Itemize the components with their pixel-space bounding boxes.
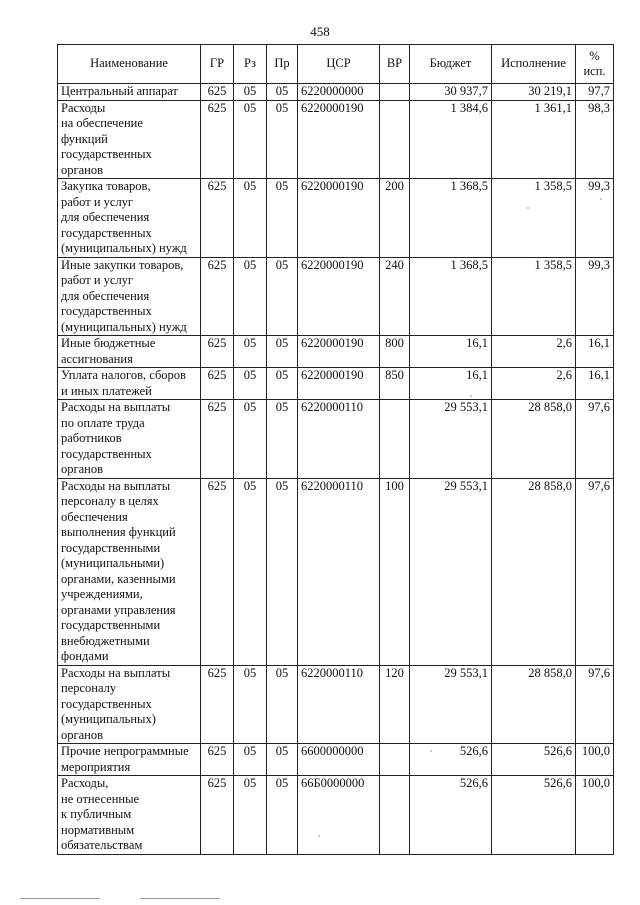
table-row (58, 776, 614, 855)
cell-pr: 05 (267, 478, 298, 665)
name-line: Прочие непрограммные (61, 744, 189, 758)
cell-vr: 800 (380, 336, 410, 368)
cell-pct: 97,6 (576, 665, 614, 744)
table-row (58, 744, 614, 776)
name-line: органами, казенными (61, 571, 176, 586)
cell-name (58, 336, 201, 368)
cell-pr: 05 (267, 368, 298, 400)
header-rz: Рз (234, 45, 267, 84)
table-row (58, 336, 614, 368)
cell-vr (380, 84, 410, 101)
header-csr: ЦСР (298, 45, 380, 84)
table-header-row (58, 45, 614, 84)
cell-gr: 625 (201, 100, 234, 179)
name-line: Иные закупки товаров, (61, 257, 184, 272)
cell-gr: 625 (201, 776, 234, 855)
header-pr: Пр (267, 45, 298, 84)
scan-speck (600, 198, 602, 200)
name-line: государственными (61, 540, 161, 555)
name-line: Расходы на выплаты (61, 665, 171, 680)
name-line: государственных (61, 304, 152, 318)
table-row (58, 84, 614, 101)
table-row (58, 368, 614, 400)
name-line: государственных (61, 696, 152, 711)
cell-rz: 05 (234, 478, 267, 665)
cell-pct: 16,1 (576, 336, 614, 368)
name-line: органов (61, 462, 104, 476)
cell-name (58, 400, 201, 479)
footer-rule (20, 898, 100, 899)
cell-pr: 05 (267, 744, 298, 776)
name-line: Центральный аппарат (61, 84, 178, 98)
cell-pct: 97,6 (576, 478, 614, 665)
cell-rz: 05 (234, 665, 267, 744)
header-vr: ВР (380, 45, 410, 84)
cell-csr: 6220000110 (298, 478, 380, 665)
cell-execution: 1 358,5 (492, 257, 576, 336)
cell-gr: 625 (201, 400, 234, 479)
cell-budget: 526,6 (410, 776, 492, 855)
name-line: персоналу в целях (61, 494, 159, 508)
cell-name (58, 776, 201, 855)
cell-name (58, 665, 201, 744)
cell-rz: 05 (234, 84, 267, 101)
cell-execution: 1 358,5 (492, 179, 576, 258)
cell-pr: 05 (267, 257, 298, 336)
name-line: обеспечения (61, 509, 128, 524)
cell-rz: 05 (234, 368, 267, 400)
name-line: Расходы на выплаты (61, 478, 171, 493)
cell-vr: 100 (380, 478, 410, 665)
cell-vr (380, 744, 410, 776)
cell-execution: 28 858,0 (492, 400, 576, 479)
cell-pr: 05 (267, 100, 298, 179)
name-line: органов (61, 162, 104, 177)
name-line: Иные бюджетные (61, 336, 156, 350)
cell-pr: 05 (267, 336, 298, 368)
table-row (58, 665, 614, 744)
cell-gr: 625 (201, 257, 234, 336)
cell-execution: 1 361,1 (492, 100, 576, 179)
cell-csr: 6220000190 (298, 100, 380, 179)
name-line: работников (61, 431, 122, 445)
table-row (58, 100, 614, 179)
name-line: (муниципальными) (61, 556, 165, 570)
cell-gr: 625 (201, 84, 234, 101)
name-line: и иных платежей (61, 383, 152, 398)
name-line: для обеспечения (61, 210, 150, 224)
cell-csr: 66Б0000000 (298, 776, 380, 855)
cell-csr: 6220000110 (298, 665, 380, 744)
cell-csr: 6220000190 (298, 257, 380, 336)
name-line: (муниципальных) нужд (61, 241, 187, 255)
cell-execution: 526,6 (492, 776, 576, 855)
cell-name (58, 744, 201, 776)
header-pct-label: исп. (583, 64, 606, 78)
header-budget: Бюджет (410, 45, 492, 84)
cell-gr: 625 (201, 478, 234, 665)
cell-pct: 98,3 (576, 100, 614, 179)
name-line: Уплата налогов, сборов (61, 368, 186, 382)
cell-vr: 120 (380, 665, 410, 744)
cell-gr: 625 (201, 744, 234, 776)
cell-rz: 05 (234, 257, 267, 336)
name-line: по оплате труда (61, 415, 145, 430)
cell-pct: 16,1 (576, 368, 614, 400)
footer-rule (140, 898, 220, 899)
name-line: государственных (61, 446, 152, 461)
cell-rz: 05 (234, 400, 267, 479)
cell-execution: 2,6 (492, 368, 576, 400)
cell-budget: 29 553,1 (410, 665, 492, 744)
name-line: государственными (61, 618, 161, 632)
name-line: Закупка товаров, (61, 179, 151, 193)
cell-csr: 6600000000 (298, 744, 380, 776)
cell-vr (380, 400, 410, 479)
name-line: мероприятия (61, 759, 131, 774)
name-line: ассигнования (61, 351, 133, 366)
cell-vr: 850 (380, 368, 410, 400)
name-line: выполнения функций (61, 525, 176, 539)
cell-name (58, 478, 201, 665)
cell-rz: 05 (234, 776, 267, 855)
cell-execution: 526,6 (492, 744, 576, 776)
cell-budget: 1 384,6 (410, 100, 492, 179)
name-line: функций (61, 131, 108, 146)
cell-vr: 200 (380, 179, 410, 258)
cell-budget: 29 553,1 (410, 400, 492, 479)
header-gr: ГР (201, 45, 234, 84)
name-line: для обеспечения (61, 288, 150, 303)
cell-gr: 625 (201, 179, 234, 258)
cell-name (58, 84, 201, 101)
cell-csr: 6220000190 (298, 336, 380, 368)
cell-budget: 1 368,5 (410, 179, 492, 258)
name-line: на обеспечение (61, 116, 143, 130)
table-row (58, 400, 614, 479)
scan-speck (318, 835, 320, 837)
scan-speck (527, 207, 529, 209)
cell-vr (380, 100, 410, 179)
cell-pct: 99,3 (576, 179, 614, 258)
name-line: государственных (61, 147, 152, 161)
cell-vr: 240 (380, 257, 410, 336)
cell-pct: 97,7 (576, 84, 614, 101)
name-line: фондами (61, 649, 109, 663)
name-line: обязательствам (61, 838, 143, 852)
name-line: государственных (61, 225, 152, 240)
cell-execution: 28 858,0 (492, 478, 576, 665)
table-row (58, 179, 614, 258)
table-row (58, 478, 614, 665)
cell-budget: 16,1 (410, 368, 492, 400)
name-line: нормативным (61, 822, 135, 837)
cell-gr: 625 (201, 665, 234, 744)
cell-vr (380, 776, 410, 855)
budget-table (57, 44, 614, 855)
scan-speck (430, 750, 432, 752)
cell-budget: 30 937,7 (410, 84, 492, 101)
cell-name (58, 368, 201, 400)
cell-csr: 6220000000 (298, 84, 380, 101)
cell-budget: 526,6 (410, 744, 492, 776)
cell-pct: 99,3 (576, 257, 614, 336)
cell-name (58, 257, 201, 336)
scan-speck (470, 395, 472, 397)
name-line: органов (61, 727, 104, 742)
cell-rz: 05 (234, 744, 267, 776)
cell-name (58, 100, 201, 179)
name-line: не отнесенные (61, 791, 140, 806)
name-line: учреждениями, (61, 587, 143, 601)
cell-execution: 28 858,0 (492, 665, 576, 744)
cell-pr: 05 (267, 776, 298, 855)
header-pct-symbol: % (589, 48, 600, 63)
name-line: внебюджетными (61, 633, 150, 648)
cell-name (58, 179, 201, 258)
page-number: 458 (310, 24, 330, 39)
cell-csr: 6220000110 (298, 400, 380, 479)
cell-csr: 6220000190 (298, 179, 380, 258)
cell-rz: 05 (234, 179, 267, 258)
cell-csr: 6220000190 (298, 368, 380, 400)
cell-execution: 2,6 (492, 336, 576, 368)
cell-pr: 05 (267, 400, 298, 479)
name-line: (муниципальных) нужд (61, 319, 187, 334)
cell-pct: 100,0 (576, 744, 614, 776)
cell-budget: 16,1 (410, 336, 492, 368)
cell-gr: 625 (201, 368, 234, 400)
name-line: персоналу (61, 681, 117, 695)
table-row (58, 257, 614, 336)
cell-budget: 29 553,1 (410, 478, 492, 665)
cell-pr: 05 (267, 179, 298, 258)
header-name: Наименование (58, 45, 201, 84)
name-line: работ и услуг (61, 273, 134, 287)
name-line: работ и услуг (61, 194, 134, 209)
cell-pct: 100,0 (576, 776, 614, 855)
header-pct (576, 45, 614, 84)
cell-rz: 05 (234, 100, 267, 179)
cell-budget: 1 368,5 (410, 257, 492, 336)
cell-execution: 30 219,1 (492, 84, 576, 101)
cell-pr: 05 (267, 84, 298, 101)
header-execution: Исполнение (492, 45, 576, 84)
name-line: к публичным (61, 807, 132, 821)
cell-rz: 05 (234, 336, 267, 368)
cell-pct: 97,6 (576, 400, 614, 479)
name-line: Расходы, (61, 776, 109, 790)
name-line: Расходы на выплаты (61, 400, 171, 414)
name-line: Расходы (61, 100, 106, 115)
name-line: органами управления (61, 602, 176, 617)
cell-pr: 05 (267, 665, 298, 744)
cell-gr: 625 (201, 336, 234, 368)
name-line: (муниципальных) (61, 712, 156, 726)
